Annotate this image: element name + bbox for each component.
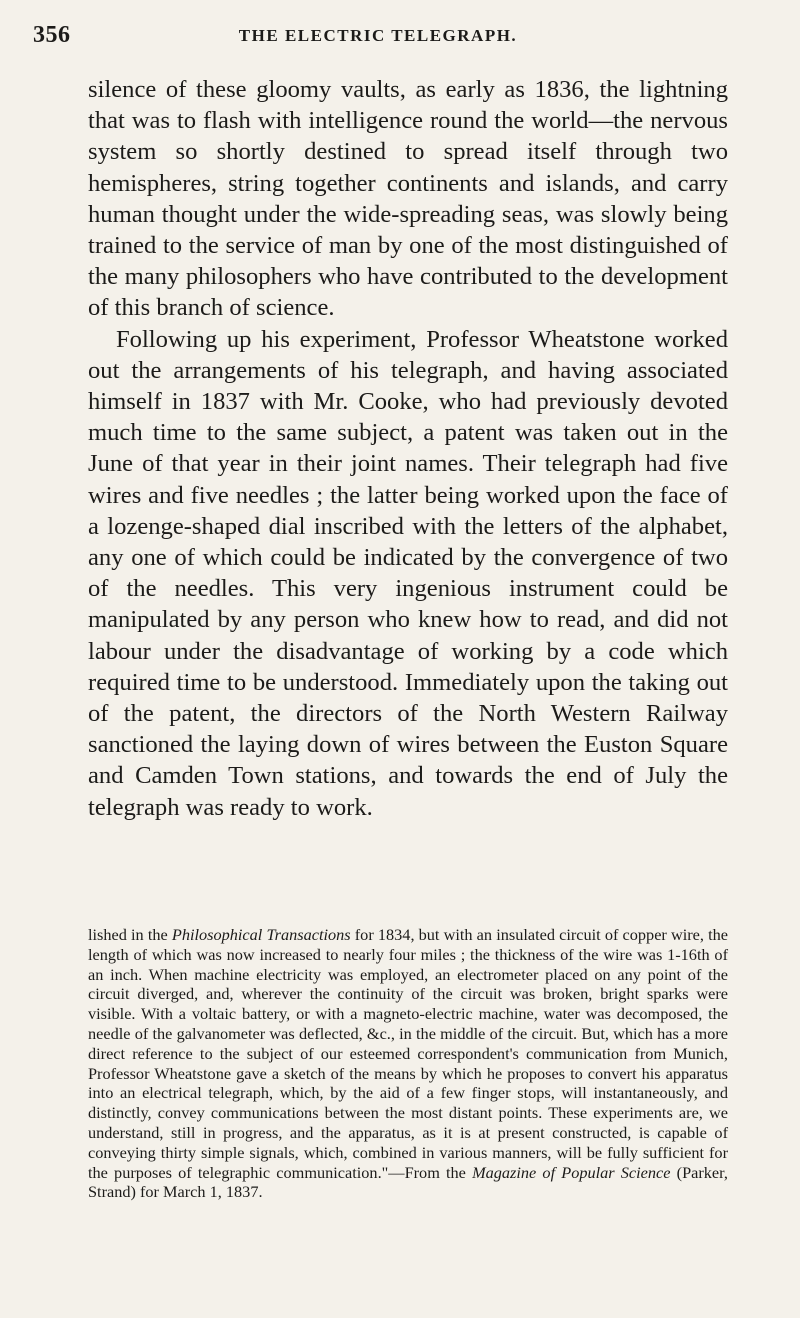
footnote — [88, 925, 728, 1202]
paragraph-continued: silence of these gloomy vaults, as early as 1836, the lightning that was to flash with intelligence round the world—the nervous system so shortly destined to spread itself through two hemispheres, string together continents and islands, and carry human thought under the wide-spreading seas, was slowly being trained to the service of man by one of the most distinguished of the many philosophers who have contributed to the development of this branch of science. — [88, 76, 728, 322]
footnote-body: for 1834, but with an insulated circuit of copper wire, the length of which was now increased to nearly four miles ; the thickness of the wire was 1-16th of an inch. When machine electricity was employed, an electrometer placed on any point of the circuit diverged, and, wherever the continuity of the circuit was broken, bright sparks were visible. With a voltaic battery, or with a magneto-electric machine, water was decomposed, the needle of the galvanometer was deflected, &c., in the middle of the circuit. But, which has a more direct reference to the subject of our esteemed correspondent's communication from Munich, Professor Wheatstone gave a sketch of the means by which he proposes to convert his apparatus into an electrical telegraph, which, by the aid of a few finger stops, will instantaneously, and distinctly, convey communications between the most distant points. These experiments are, we understand, still in progress, and the apparatus, as it is at present constructed, is capable of conveying thirty simple signals, which, combined in various manners, will be fully sufficient for the purposes of telegraphic communication."—From the — [88, 925, 729, 1182]
running-head: THE ELECTRIC TELEGRAPH. — [238, 26, 518, 45]
footnote-lead: lished in the — [88, 925, 172, 944]
page-header — [33, 22, 723, 52]
journal-title: Philosophical Transactions — [171, 925, 351, 944]
paragraph-wheatstone-telegraph: Following up his experiment, Professor Wheatstone worked out the arrangements of his telegraph, and having associated himself in 1837 with Mr. Cooke, who had previously devoted much time to the same subject, a patent was taken out in the June of that year in their joint names. Their telegraph had five wires and five needles ; the latter being worked upon the face of a lozenge-shaped dial inscribed with the letters of the alphabet, any one of which could be indicated by the convergence of two of the needles. This very ingenious instrument could be manipulated by any person who knew how to read, and did not labour under the disadvantage of working by a code which required time to be understood. Immediately upon the taking out of the patent, the directors of the North Western Railway sanctioned the laying down of wires between the Euston Square and Camden Town stations, and towards the end of July the telegraph was ready to work. — [88, 325, 728, 821]
page-number: 356 — [33, 22, 71, 48]
footnote-paragraph — [88, 925, 728, 1202]
main-text — [88, 74, 728, 823]
magazine-title: Magazine of Popular Science — [472, 1162, 671, 1182]
footnote-tail: (Parker, Strand) for March 1, 1837. — [88, 1162, 728, 1202]
